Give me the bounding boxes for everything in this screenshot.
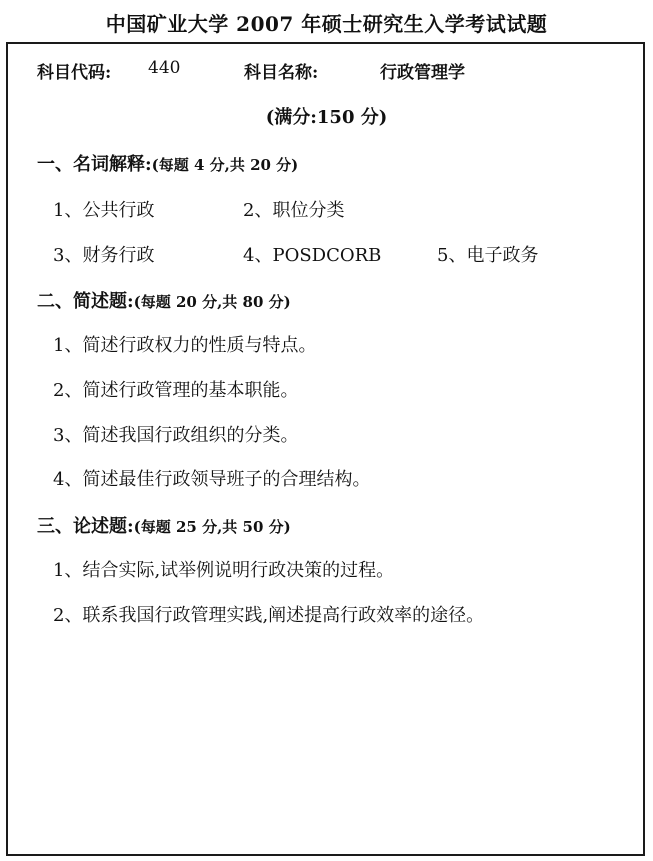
section-2-note: (每题 20 分,共 80 分) xyxy=(133,293,291,311)
question-2-4: 4、简述最佳行政领导班子的合理结构。 xyxy=(53,469,371,490)
section-3-title: 三、论述题: xyxy=(37,516,134,537)
section-3-note: (每题 25 分,共 50 分) xyxy=(133,518,291,536)
section-heading-1 xyxy=(37,150,298,176)
question-3-2: 2、联系我国行政管理实践,阐述提高行政效率的途径。 xyxy=(53,605,485,626)
section-2-title: 二、简述题: xyxy=(37,291,134,312)
subject-name-label: 科目名称: xyxy=(244,63,319,83)
question-2-2: 2、简述行政管理的基本职能。 xyxy=(53,380,299,401)
subject-code-label: 科目代码: xyxy=(37,63,112,83)
total-score: (满分:150 分) xyxy=(265,107,388,128)
question-1-3: 3、财务行政 xyxy=(53,245,155,266)
question-1-5: 5、电子政务 xyxy=(437,245,539,266)
question-1-4: 4、POSDCORB xyxy=(243,245,382,266)
question-2-3: 3、简述我国行政组织的分类。 xyxy=(53,425,299,446)
subject-code-value: 440 xyxy=(148,58,181,78)
section-heading-2 xyxy=(37,287,291,313)
subject-name-value: 行政管理学 xyxy=(380,63,465,83)
exam-title: 中国矿业大学 2007 年硕士研究生入学考试试题 xyxy=(105,12,548,36)
question-2-1: 1、简述行政权力的性质与特点。 xyxy=(53,335,317,356)
section-heading-3 xyxy=(37,512,291,538)
section-1-note: (每题 4 分,共 20 分) xyxy=(151,156,299,174)
question-3-1: 1、结合实际,试举例说明行政决策的过程。 xyxy=(53,560,395,581)
question-1-2: 2、职位分类 xyxy=(243,200,345,221)
section-1-title: 一、名词解释: xyxy=(37,154,152,175)
question-1-1: 1、公共行政 xyxy=(53,200,155,221)
